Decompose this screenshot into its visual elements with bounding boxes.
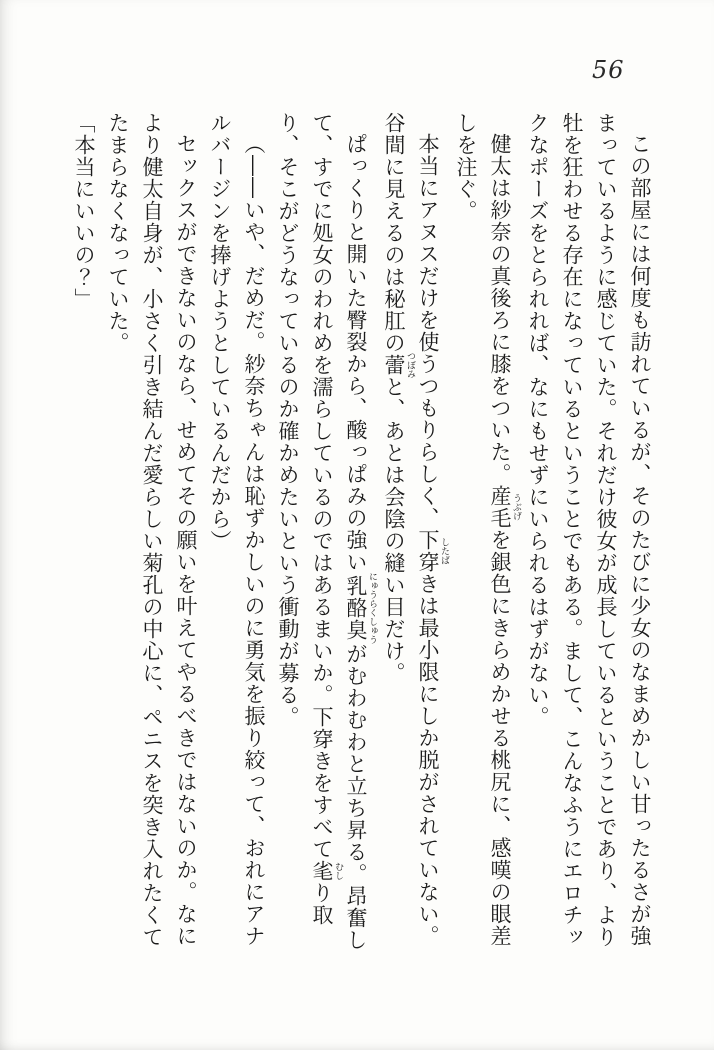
paragraph: 「本当にいいの？」	[72, 112, 96, 310]
ruby-annotated-word: 産毛 うぶげ	[488, 485, 521, 529]
paragraph: 本当にアヌスだけを使うつもりらしく、下穿 したばきは最小限にしか脱がされていない。谷間に見えるのは秘肛の蕾 つぼみと、あとは会陰の縫い目だけ。	[382, 112, 449, 947]
body-text	[65, 112, 657, 958]
paragraph: セックスができないのなら、せめてその願いを叶えてやるべきではないのか。なにより健太自身が、小さく引き結んだ愛らしい菊孔の中心に、ペニスを突き入れたくてたまらなくなっていた。	[106, 112, 198, 948]
ruby-annotated-word: 下穿 したば	[416, 529, 449, 573]
page-number: 56	[592, 56, 625, 84]
paragraph: 健太は紗奈の真後ろに膝をついた。産毛 うぶげを銀色にきらめかせる桃尻に、感嘆の眼差しを注ぐ。	[454, 112, 521, 947]
paragraph: ぱっくりと開いた臀裂から、酸っぱみの強い乳酪臭 にゅうらくしゅうがむわむわと立ち昇る。昂奮して、すでに処女のわれめを濡らしているのではあるまいか。下穿きをすべて毟 むしり取り、そこがどうなっているのか確かめたいという衝動が募る。	[276, 112, 377, 951]
ruby-annotated-word: 毟 むし	[310, 860, 343, 882]
ruby-annotated-word: 蕾 つぼみ	[382, 351, 415, 379]
paragraph: （――いや、だめだ。紗奈ちゃんは恥ずかしいのに勇気を振り絞って、おれにアナルバージンを捧げようとしているんだから）	[208, 112, 266, 947]
paragraph: この部屋には何度も訪れているが、そのたびに少女のなまめかしい甘ったるさが強まっているように感じていた。それだけ彼女が成長しているということであり、より牡を狂わせる存在になっているということでもある。まして、こんなふうにエロチックなポーズをとられれば、なにもせずにいられるはずがない。	[526, 112, 652, 948]
ruby-annotated-word: 乳酪臭 にゅうらくしゅう	[344, 572, 377, 644]
